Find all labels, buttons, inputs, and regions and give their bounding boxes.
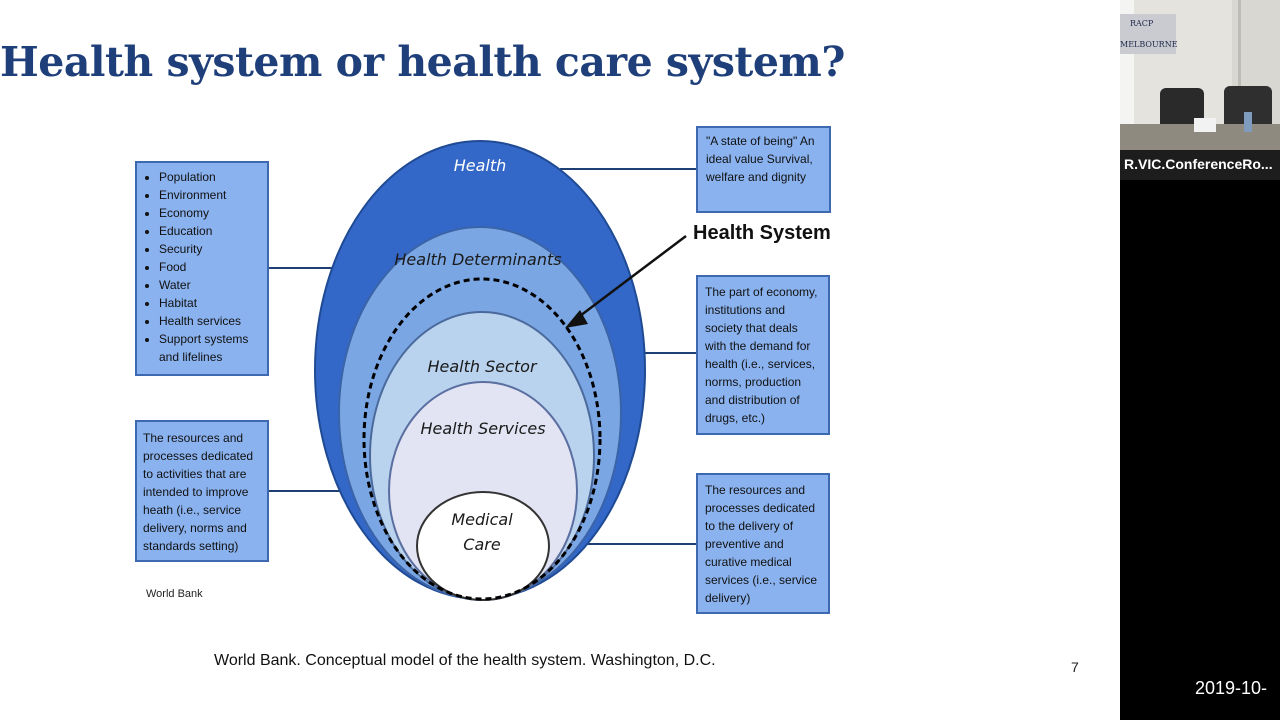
list-item: • Population bbox=[159, 168, 267, 186]
health-description-box bbox=[696, 126, 831, 213]
health-system-label: Health System bbox=[693, 222, 831, 244]
sign-text-racp: RACP bbox=[1130, 19, 1154, 28]
citation: World Bank. Conceptual model of the health system. Washington, D.C. bbox=[214, 652, 716, 669]
source-label: World Bank bbox=[146, 588, 203, 600]
date-overlay: 2019-10- bbox=[1195, 678, 1268, 698]
medical-care-description-box bbox=[696, 473, 830, 614]
participant-name: R.VIC.ConferenceRo... bbox=[1124, 156, 1273, 172]
determinants-list bbox=[137, 168, 267, 366]
label-health: Health bbox=[453, 156, 507, 175]
sign-text-melbourne: MELBOURNE bbox=[1120, 40, 1178, 49]
determinants-list-box bbox=[135, 161, 269, 376]
list-item: • Education bbox=[159, 222, 267, 240]
list-item: • Environment bbox=[159, 186, 267, 204]
page-number: 7 bbox=[1071, 659, 1079, 675]
label-medical-care-2: Care bbox=[463, 535, 501, 554]
list-item: • Economy bbox=[159, 204, 267, 222]
slide-title: Health system or health care system? bbox=[0, 38, 845, 86]
health-sector-description-box bbox=[696, 275, 830, 435]
list-item: • Security bbox=[159, 240, 267, 258]
list-item: • Habitat bbox=[159, 294, 267, 312]
health-services-description: The resources and processes dedicated to activities that are intended to improve heath (i.e., service delivery, norms and standards setting) bbox=[143, 431, 254, 553]
participant-video-tile[interactable] bbox=[1120, 0, 1280, 180]
conference-room-video bbox=[1120, 0, 1280, 180]
label-health-services: Health Services bbox=[420, 419, 546, 438]
list-item: • Support systems and lifelines bbox=[159, 330, 267, 366]
label-medical-care-1: Medical bbox=[451, 510, 513, 529]
label-health-sector: Health Sector bbox=[427, 357, 537, 376]
water-bottle bbox=[1244, 112, 1252, 132]
list-item: • Health services bbox=[159, 312, 267, 330]
label-health-determinants: Health Determinants bbox=[394, 250, 562, 269]
health-services-description-box bbox=[135, 420, 269, 562]
list-item: • Water bbox=[159, 276, 267, 294]
tissue-box bbox=[1194, 118, 1216, 132]
medical-care-description: The resources and processes dedicated to the delivery of preventive and curative medical services (i.e., service delivery) bbox=[705, 483, 818, 605]
health-sector-description: The part of economy, institutions and society that deals with the demand for health (i.e., services, norms, production and distribution of drugs, etc.) bbox=[705, 285, 818, 425]
health-description: "A state of being" An ideal value Survival, welfare and dignity bbox=[706, 134, 815, 184]
list-item: • Food bbox=[159, 258, 267, 276]
